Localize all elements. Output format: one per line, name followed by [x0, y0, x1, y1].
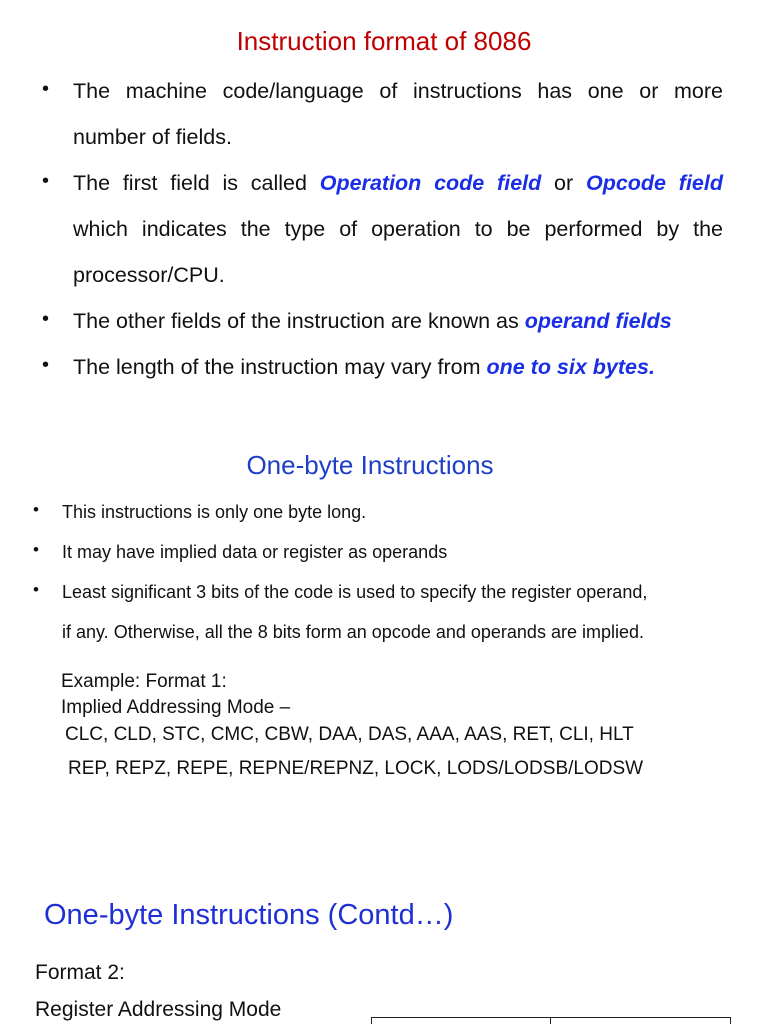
opcode-field-emphasis: Opcode field: [585, 171, 723, 195]
example-format1: Example: Format 1:: [61, 671, 227, 692]
register-addressing-mode: Register Addressing Mode: [35, 998, 282, 1021]
example-instructions-line2: REP, REPZ, REPE, REPNE/REPNZ, LOCK, LODS/LODSB/LODSW: [68, 758, 644, 779]
bullet-dot: •: [42, 308, 50, 330]
example-implied-mode: Implied Addressing Mode –: [61, 697, 291, 718]
bullet-fields-line2: number of fields.: [73, 125, 232, 149]
bullet-implied-data: It may have implied data or register as operands: [62, 542, 448, 562]
bullet-operand-fields: [73, 306, 672, 336]
table-left-border: [371, 1017, 372, 1024]
bullet-opcode-line3: processor/CPU.: [73, 263, 225, 287]
bullet-dot: •: [42, 354, 50, 376]
bullet-fields-line1: The machine code/language of instructions has one or more: [73, 79, 723, 103]
bullet-dot: •: [33, 540, 39, 559]
bullet-least-significant-line1: Least significant 3 bits of the code is used to specify the register operand,: [62, 582, 648, 602]
bullet-opcode-or: or: [541, 171, 586, 195]
one-to-six-bytes-emphasis: one to six bytes.: [486, 355, 655, 379]
operand-fields-emphasis: operand fields: [524, 309, 672, 333]
slide2-title: One-byte Instructions: [246, 450, 494, 480]
bullet-dot: •: [33, 500, 39, 519]
bullet-operand-text: The other fields of the instruction are known as: [73, 309, 525, 333]
bullet-dot: •: [33, 580, 39, 599]
format2-label: Format 2:: [35, 961, 125, 984]
example-instructions-line1: CLC, CLD, STC, CMC, CBW, DAA, DAS, AAA, AAS, RET, CLI, HLT: [65, 724, 634, 745]
table-top-border: [371, 1017, 731, 1018]
bullet-opcode-line2: which indicates the type of operation to be performed by the: [73, 217, 723, 241]
operation-code-field-emphasis: Operation code field: [319, 171, 542, 195]
slide1-title: Instruction format of 8086: [236, 26, 532, 56]
bullet-least-significant-line2: if any. Otherwise, all the 8 bits form an opcode and operands are implied.: [62, 622, 644, 642]
bullet-length-text: The length of the instruction may vary from: [73, 355, 487, 379]
bullet-opcode-line1: [73, 168, 723, 198]
slide3-title: One-byte Instructions (Contd…): [44, 899, 454, 931]
bullet-opcode-text: The first field is called: [73, 171, 320, 195]
table-middle-divider: [550, 1017, 551, 1024]
bullet-length: [73, 352, 655, 382]
bullet-dot: •: [42, 170, 50, 192]
bullet-one-byte-long: This instructions is only one byte long.: [62, 502, 367, 522]
table-right-border: [730, 1017, 731, 1024]
bullet-dot: •: [42, 78, 50, 100]
